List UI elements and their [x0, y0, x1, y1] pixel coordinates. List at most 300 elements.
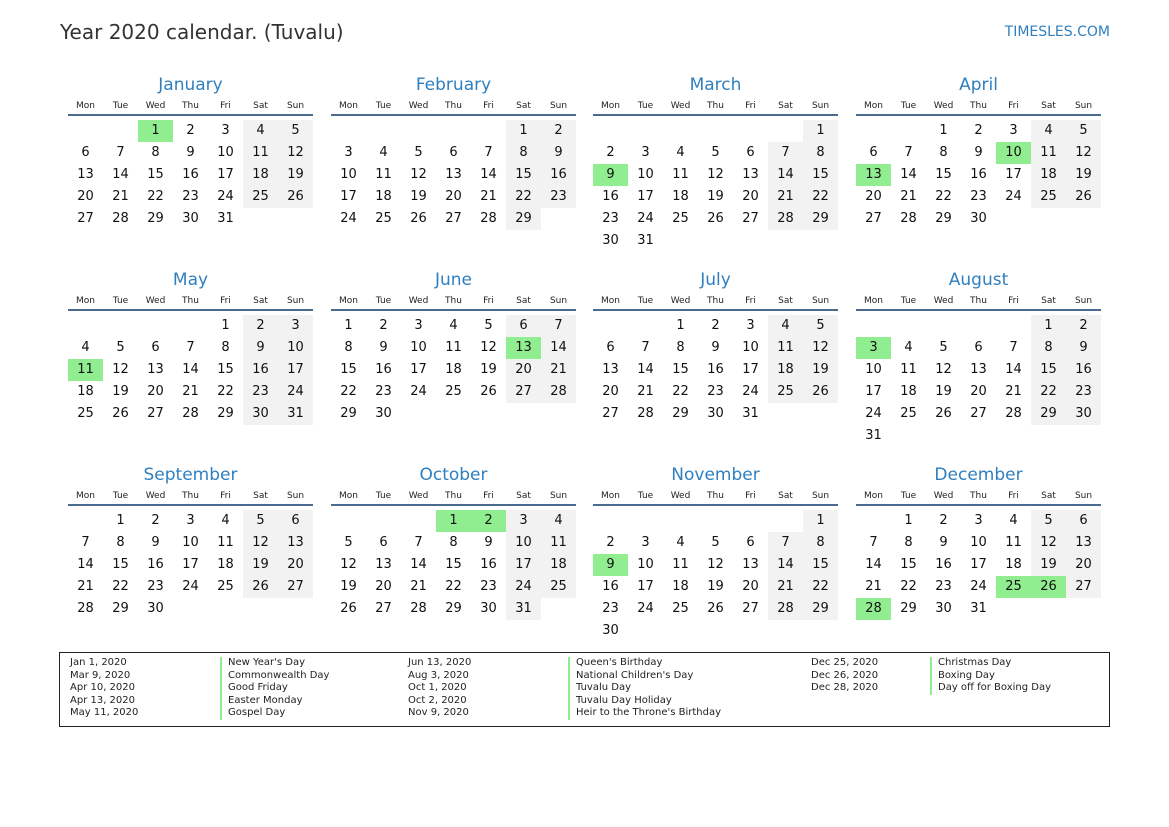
holiday-day-cell: 25 — [996, 576, 1031, 598]
weekday-label: Sun — [286, 296, 305, 306]
day-cell: 12 — [1066, 142, 1101, 164]
empty-cell — [331, 510, 366, 532]
day-cell: 3 — [746, 318, 755, 333]
day-cell: 20 — [742, 579, 759, 594]
day-cell: 15 — [672, 362, 689, 377]
day-cell: 21 — [768, 576, 803, 598]
day-cell: 20 — [1066, 554, 1101, 576]
day-cell: 30 — [970, 211, 987, 226]
day-cell: 30 — [147, 601, 164, 616]
empty-cell — [103, 315, 138, 337]
day-grid — [593, 120, 838, 252]
legend-date: Nov 9, 2020 — [408, 707, 469, 719]
weekday-label: Sun — [1074, 491, 1093, 501]
day-cell: 20 — [375, 579, 392, 594]
day-cell: 2 — [974, 123, 983, 138]
day-cell: 29 — [445, 601, 462, 616]
weekday-label: Tue — [375, 296, 392, 306]
empty-cell — [593, 120, 628, 142]
day-cell: 10 — [217, 145, 234, 160]
weekday-label: Wed — [145, 491, 166, 501]
day-cell: 26 — [410, 211, 427, 226]
day-cell: 17 — [970, 557, 987, 572]
weekday-header — [331, 490, 576, 506]
day-cell: 8 — [904, 535, 913, 550]
weekday-label: Mon — [601, 101, 620, 111]
day-cell: 13 — [742, 557, 759, 572]
day-cell: 11 — [672, 167, 689, 182]
weekday-label: Thu — [182, 296, 199, 306]
day-cell: 26 — [112, 406, 129, 421]
day-cell: 7 — [904, 145, 913, 160]
brand-link[interactable]: TIMESLES.COM — [1004, 24, 1110, 40]
day-cell: 2 — [243, 315, 278, 337]
weekday-label: Wed — [670, 491, 691, 501]
day-cell: 18 — [672, 189, 689, 204]
weekday-header — [856, 100, 1101, 116]
weekday-label: Fri — [1008, 491, 1019, 501]
day-cell: 24 — [742, 384, 759, 399]
day-cell: 8 — [344, 340, 353, 355]
month-march — [593, 70, 838, 252]
weekday-label: Sat — [1041, 101, 1056, 111]
day-cell: 30 — [707, 406, 724, 421]
day-cell: 17 — [865, 384, 882, 399]
day-cell: 17 — [410, 362, 427, 377]
day-cell: 2 — [151, 513, 160, 528]
day-cell: 3 — [974, 513, 983, 528]
day-cell: 8 — [939, 145, 948, 160]
day-cell: 3 — [278, 315, 313, 337]
day-cell: 21 — [480, 189, 497, 204]
day-cell: 6 — [151, 340, 160, 355]
day-cell: 7 — [81, 535, 90, 550]
day-cell: 31 — [742, 406, 759, 421]
day-cell: 22 — [112, 579, 129, 594]
weekday-label: Fri — [220, 101, 231, 111]
day-cell: 16 — [243, 359, 278, 381]
day-cell: 27 — [506, 381, 541, 403]
day-cell: 15 — [900, 557, 917, 572]
weekday-label: Fri — [745, 296, 756, 306]
day-cell: 18 — [445, 362, 462, 377]
day-cell: 13 — [970, 362, 987, 377]
day-cell: 19 — [935, 384, 952, 399]
day-cell: 5 — [1031, 510, 1066, 532]
day-cell: 21 — [112, 189, 129, 204]
day-cell: 31 — [506, 598, 541, 620]
day-cell: 24 — [278, 381, 313, 403]
legend-holiday-name: Easter Monday — [220, 695, 329, 708]
day-cell: 7 — [484, 145, 493, 160]
day-cell: 9 — [711, 340, 720, 355]
empty-cell — [331, 120, 366, 142]
day-cell: 24 — [970, 579, 987, 594]
month-title: October — [419, 465, 488, 485]
weekday-label: Sun — [549, 296, 568, 306]
day-cell: 24 — [1005, 189, 1022, 204]
weekday-header — [593, 100, 838, 116]
day-cell: 29 — [112, 601, 129, 616]
day-cell: 28 — [480, 211, 497, 226]
day-cell: 27 — [1066, 576, 1101, 598]
day-cell: 10 — [506, 532, 541, 554]
empty-cell — [698, 120, 733, 142]
day-cell: 25 — [77, 406, 94, 421]
day-cell: 6 — [746, 145, 755, 160]
day-cell: 28 — [768, 208, 803, 230]
day-cell: 16 — [147, 557, 164, 572]
day-cell: 3 — [344, 145, 353, 160]
weekday-label: Tue — [112, 296, 129, 306]
weekday-header — [68, 295, 313, 311]
weekday-label: Mon — [864, 491, 883, 501]
day-cell: 25 — [217, 579, 234, 594]
day-cell: 12 — [340, 557, 357, 572]
day-cell: 20 — [602, 384, 619, 399]
day-cell: 1 — [803, 120, 838, 142]
day-cell: 29 — [147, 211, 164, 226]
day-cell: 6 — [606, 340, 615, 355]
day-cell: 13 — [602, 362, 619, 377]
empty-cell — [68, 510, 103, 532]
holiday-day-cell: 13 — [506, 337, 541, 359]
day-cell: 4 — [379, 145, 388, 160]
day-cell: 11 — [243, 142, 278, 164]
day-cell: 27 — [602, 406, 619, 421]
day-cell: 6 — [81, 145, 90, 160]
day-cell: 26 — [707, 601, 724, 616]
day-cell: 10 — [278, 337, 313, 359]
day-cell: 30 — [1066, 403, 1101, 425]
holiday-legend — [59, 652, 1110, 727]
day-cell: 9 — [974, 145, 983, 160]
day-cell: 6 — [278, 510, 313, 532]
month-title: July — [700, 270, 731, 290]
empty-cell — [366, 510, 401, 532]
weekday-label: Wed — [933, 296, 954, 306]
day-cell: 10 — [182, 535, 199, 550]
legend-names-column — [568, 657, 721, 720]
day-cell: 29 — [935, 211, 952, 226]
day-cell: 28 — [541, 381, 576, 403]
legend-holiday-name: Day off for Boxing Day — [930, 682, 1051, 695]
day-cell: 4 — [904, 340, 913, 355]
empty-cell — [68, 315, 103, 337]
day-cell: 5 — [711, 535, 720, 550]
legend-holiday-name: Queen's Birthday — [568, 657, 721, 670]
day-cell: 1 — [1031, 315, 1066, 337]
day-cell: 3 — [221, 123, 230, 138]
day-cell: 17 — [637, 579, 654, 594]
day-cell: 5 — [278, 120, 313, 142]
legend-date: Aug 3, 2020 — [408, 669, 469, 681]
weekday-label: Fri — [745, 101, 756, 111]
weekday-label: Wed — [670, 101, 691, 111]
day-cell: 26 — [480, 384, 497, 399]
day-cell: 17 — [1005, 167, 1022, 182]
empty-cell — [891, 315, 926, 337]
day-cell: 8 — [116, 535, 125, 550]
day-cell: 2 — [186, 123, 195, 138]
weekday-label: Mon — [76, 296, 95, 306]
day-cell: 16 — [182, 167, 199, 182]
legend-date: Dec 28, 2020 — [811, 682, 879, 694]
day-cell: 24 — [637, 211, 654, 226]
weekday-label: Sat — [516, 491, 531, 501]
day-cell: 27 — [445, 211, 462, 226]
weekday-label: Sun — [811, 296, 830, 306]
day-cell: 5 — [939, 340, 948, 355]
day-cell: 17 — [182, 557, 199, 572]
day-grid — [593, 510, 838, 642]
day-grid — [68, 510, 313, 620]
weekday-label: Tue — [112, 491, 129, 501]
day-cell: 2 — [541, 120, 576, 142]
weekday-label: Sun — [286, 491, 305, 501]
weekday-label: Mon — [339, 491, 358, 501]
day-cell: 7 — [641, 340, 650, 355]
day-cell: 14 — [637, 362, 654, 377]
day-cell: 15 — [147, 167, 164, 182]
weekday-header — [593, 295, 838, 311]
day-cell: 8 — [676, 340, 685, 355]
weekday-label: Sun — [549, 491, 568, 501]
day-cell: 9 — [151, 535, 160, 550]
day-cell: 11 — [672, 557, 689, 572]
empty-cell — [138, 315, 173, 337]
day-cell: 14 — [865, 557, 882, 572]
day-cell: 1 — [116, 513, 125, 528]
day-cell: 27 — [742, 601, 759, 616]
day-cell: 18 — [541, 554, 576, 576]
day-cell: 15 — [112, 557, 129, 572]
day-cell: 23 — [182, 189, 199, 204]
day-grid — [856, 315, 1101, 447]
day-cell: 28 — [410, 601, 427, 616]
day-cell: 9 — [484, 535, 493, 550]
day-cell: 25 — [445, 384, 462, 399]
legend-dates-column — [70, 657, 138, 720]
month-title: June — [434, 270, 473, 290]
day-cell: 21 — [77, 579, 94, 594]
day-cell: 23 — [541, 186, 576, 208]
month-title: April — [959, 75, 998, 95]
weekday-label: Sat — [778, 491, 793, 501]
day-cell: 5 — [116, 340, 125, 355]
day-cell: 9 — [379, 340, 388, 355]
weekday-header — [856, 295, 1101, 311]
day-cell: 14 — [541, 337, 576, 359]
day-cell: 28 — [112, 211, 129, 226]
legend-date: Apr 13, 2020 — [70, 694, 136, 706]
legend-date: Dec 26, 2020 — [811, 669, 879, 681]
day-cell: 30 — [480, 601, 497, 616]
day-cell: 4 — [676, 145, 685, 160]
month-september — [68, 460, 313, 620]
weekday-label: Mon — [601, 491, 620, 501]
day-cell: 30 — [243, 403, 278, 425]
day-cell: 21 — [900, 189, 917, 204]
day-cell: 29 — [1031, 403, 1066, 425]
day-cell: 30 — [935, 601, 952, 616]
day-cell: 11 — [541, 532, 576, 554]
day-cell: 11 — [1031, 142, 1066, 164]
weekday-label: Fri — [220, 491, 231, 501]
day-cell: 21 — [182, 384, 199, 399]
day-cell: 25 — [672, 211, 689, 226]
legend-names-column — [930, 657, 1051, 695]
day-grid — [856, 120, 1101, 230]
empty-cell — [856, 315, 891, 337]
month-june — [331, 265, 576, 425]
weekday-label: Fri — [483, 491, 494, 501]
month-august — [856, 265, 1101, 447]
legend-date: Oct 1, 2020 — [408, 682, 467, 694]
day-cell: 18 — [375, 189, 392, 204]
day-cell: 6 — [1066, 510, 1101, 532]
day-cell: 27 — [865, 211, 882, 226]
month-february — [331, 70, 576, 230]
day-cell: 26 — [243, 576, 278, 598]
weekday-label: Thu — [707, 491, 724, 501]
day-cell: 12 — [480, 340, 497, 355]
weekday-label: Sun — [549, 101, 568, 111]
day-cell: 13 — [445, 167, 462, 182]
legend-names-column — [220, 657, 329, 720]
day-cell: 11 — [375, 167, 392, 182]
weekday-label: Tue — [112, 101, 129, 111]
empty-cell — [663, 120, 698, 142]
weekday-label: Fri — [1008, 296, 1019, 306]
day-cell: 13 — [77, 167, 94, 182]
month-title: March — [689, 75, 742, 95]
holiday-day-cell: 26 — [1031, 576, 1066, 598]
day-cell: 22 — [1031, 381, 1066, 403]
day-cell: 24 — [182, 579, 199, 594]
day-cell: 4 — [768, 315, 803, 337]
day-cell: 10 — [637, 557, 654, 572]
day-cell: 24 — [865, 406, 882, 421]
day-cell: 19 — [243, 554, 278, 576]
weekday-label: Mon — [601, 296, 620, 306]
empty-cell — [628, 510, 663, 532]
day-cell: 3 — [186, 513, 195, 528]
weekday-header — [68, 490, 313, 506]
weekday-label: Wed — [933, 101, 954, 111]
day-cell: 5 — [711, 145, 720, 160]
day-cell: 16 — [707, 362, 724, 377]
day-cell: 15 — [1031, 359, 1066, 381]
day-cell: 15 — [935, 167, 952, 182]
day-cell: 28 — [182, 406, 199, 421]
day-cell: 19 — [707, 579, 724, 594]
empty-cell — [628, 120, 663, 142]
day-cell: 29 — [900, 601, 917, 616]
day-cell: 7 — [116, 145, 125, 160]
holiday-day-cell: 11 — [68, 359, 103, 381]
day-cell: 23 — [707, 384, 724, 399]
day-cell: 8 — [506, 142, 541, 164]
day-cell: 9 — [541, 142, 576, 164]
weekday-header — [856, 490, 1101, 506]
day-cell: 23 — [602, 211, 619, 226]
day-cell: 21 — [541, 359, 576, 381]
day-cell: 18 — [900, 384, 917, 399]
empty-cell — [698, 510, 733, 532]
day-cell: 13 — [1066, 532, 1101, 554]
weekday-label: Sun — [811, 491, 830, 501]
day-cell: 6 — [449, 145, 458, 160]
day-cell: 22 — [147, 189, 164, 204]
empty-cell — [366, 120, 401, 142]
day-grid — [331, 510, 576, 620]
day-cell: 25 — [900, 406, 917, 421]
day-cell: 1 — [904, 513, 913, 528]
weekday-label: Thu — [707, 296, 724, 306]
weekday-label: Tue — [375, 491, 392, 501]
day-cell: 25 — [672, 601, 689, 616]
day-cell: 7 — [541, 315, 576, 337]
day-cell: 14 — [77, 557, 94, 572]
day-cell: 24 — [506, 576, 541, 598]
day-cell: 12 — [935, 362, 952, 377]
weekday-label: Wed — [145, 101, 166, 111]
month-title: January — [158, 75, 223, 95]
day-cell: 12 — [707, 557, 724, 572]
legend-holiday-name: Tuvalu Day — [568, 682, 721, 695]
day-cell: 30 — [375, 406, 392, 421]
day-cell: 10 — [637, 167, 654, 182]
day-cell: 4 — [243, 120, 278, 142]
day-cell: 29 — [672, 406, 689, 421]
day-cell: 23 — [147, 579, 164, 594]
month-title: November — [671, 465, 760, 485]
day-cell: 19 — [803, 359, 838, 381]
day-cell: 28 — [1005, 406, 1022, 421]
day-cell: 14 — [900, 167, 917, 182]
day-cell: 29 — [340, 406, 357, 421]
legend-date: Oct 2, 2020 — [408, 694, 467, 706]
day-cell: 14 — [112, 167, 129, 182]
empty-cell — [961, 315, 996, 337]
legend-holiday-name: Heir to the Throne's Birthday — [568, 707, 721, 720]
day-cell: 25 — [768, 381, 803, 403]
day-cell: 22 — [803, 576, 838, 598]
day-grid — [68, 120, 313, 230]
day-cell: 30 — [602, 233, 619, 248]
day-cell: 4 — [541, 510, 576, 532]
day-cell: 8 — [1031, 337, 1066, 359]
empty-cell — [996, 315, 1031, 337]
day-cell: 4 — [221, 513, 230, 528]
day-cell: 2 — [606, 535, 615, 550]
day-cell: 8 — [221, 340, 230, 355]
day-cell: 12 — [278, 142, 313, 164]
day-cell: 14 — [480, 167, 497, 182]
day-cell: 24 — [217, 189, 234, 204]
day-cell: 26 — [340, 601, 357, 616]
day-cell: 19 — [340, 579, 357, 594]
day-cell: 18 — [768, 359, 803, 381]
day-cell: 1 — [506, 120, 541, 142]
holiday-day-cell: 1 — [436, 510, 471, 532]
day-cell: 9 — [186, 145, 195, 160]
day-cell: 16 — [602, 189, 619, 204]
day-cell: 22 — [506, 186, 541, 208]
holiday-day-cell: 9 — [593, 164, 628, 186]
day-cell: 17 — [506, 554, 541, 576]
